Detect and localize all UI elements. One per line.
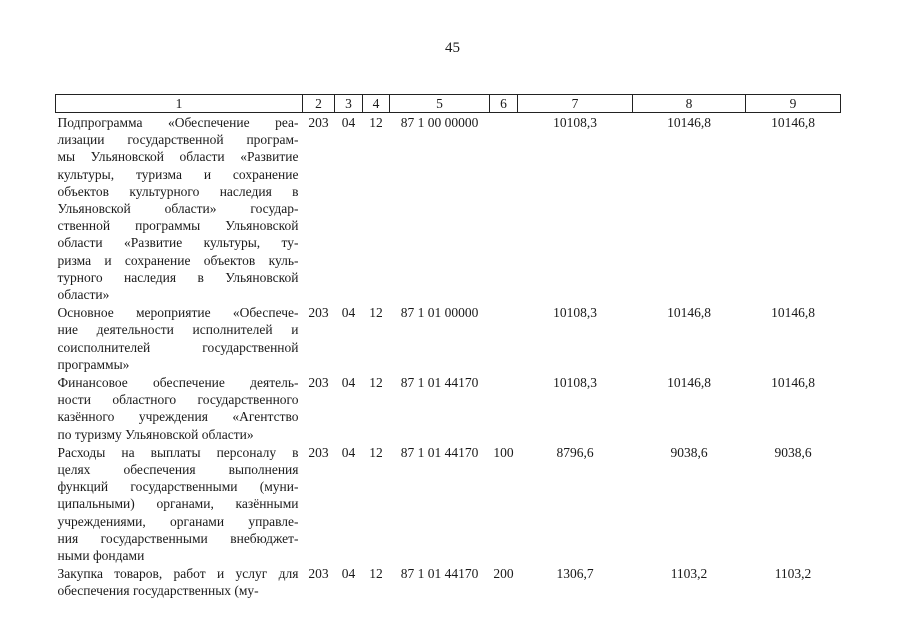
row-name — [56, 303, 303, 373]
subsection-cell: 12 — [369, 115, 383, 130]
subsection-cell: 12 — [369, 305, 383, 321]
subsection-cell: 12 — [369, 375, 383, 391]
row-name-line: ризма и сохранение объектов куль- — [57, 252, 299, 268]
row-name-line: обеспечения государственных (му- — [57, 583, 259, 599]
expense-type-cell — [490, 373, 518, 443]
column-header: 8 — [633, 95, 746, 113]
row-name-line: турного наследия в Ульяновской — [57, 269, 299, 285]
row-name-line: ния государственными внебюджет- — [57, 530, 299, 546]
table-row — [56, 373, 841, 443]
row-name-line: Закупка товаров, работ и услуг для — [57, 566, 299, 582]
expense-type-cell — [490, 113, 518, 304]
amount-cell: 10108,3 — [553, 115, 597, 130]
target-article-cell: 87 1 01 44170 — [400, 444, 479, 460]
column-header: 4 — [363, 95, 390, 113]
section-cell: 04 — [341, 566, 356, 582]
row-name — [56, 373, 303, 443]
amount-cell: 1306,7 — [556, 566, 594, 582]
target-article-cell: 87 1 00 00000 — [400, 115, 479, 130]
budget-table — [55, 94, 841, 600]
row-name-line: области «Развитие культуры, ту- — [57, 235, 299, 251]
table-row — [56, 564, 841, 599]
code-cell: 203 — [308, 305, 329, 321]
row-name-line: целях обеспечения выполнения — [57, 462, 299, 478]
target-article-cell: 87 1 01 00000 — [400, 305, 479, 321]
row-name — [56, 564, 303, 599]
amount-cell: 10146,8 — [771, 375, 815, 391]
row-name-line: области» — [57, 287, 110, 303]
row-name-line: ности областного государственного — [57, 392, 299, 408]
target-article-cell: 87 1 01 44170 — [400, 566, 479, 582]
section-cell: 04 — [341, 115, 356, 130]
expense-type-cell: 200 — [493, 566, 514, 582]
row-name-line: ными фондами — [57, 548, 145, 564]
amount-cell: 10146,8 — [667, 375, 711, 391]
amount-cell: 10108,3 — [553, 375, 597, 391]
column-header: 2 — [303, 95, 335, 113]
row-name-line: Финансовое обеспечение деятель- — [57, 375, 299, 391]
row-name-line: Подпрограмма «Обеспечение реа- — [57, 115, 299, 130]
amount-cell: 10146,8 — [667, 115, 711, 130]
target-article-cell: 87 1 01 44170 — [400, 375, 479, 391]
row-name-line: лизации государственной програм- — [57, 132, 299, 148]
row-name-line: ние деятельности исполнителей и — [57, 322, 299, 338]
code-cell: 203 — [308, 444, 329, 460]
table-row — [56, 443, 841, 564]
table-body — [56, 113, 841, 600]
expense-type-cell: 100 — [493, 444, 514, 460]
column-header: 6 — [490, 95, 518, 113]
row-name-line: казённого учреждения «Агентство — [57, 409, 299, 425]
row-name-line: Ульяновской области» государ- — [57, 201, 299, 217]
row-name-line: учреждениями, органами управле- — [57, 513, 299, 529]
amount-cell: 9038,6 — [670, 444, 708, 460]
amount-cell: 10108,3 — [553, 305, 597, 321]
amount-cell: 10146,8 — [771, 305, 815, 321]
code-cell: 203 — [308, 566, 329, 582]
section-cell: 04 — [341, 305, 356, 321]
column-header: 3 — [335, 95, 363, 113]
row-name-line: по туризму Ульяновской области» — [57, 426, 254, 442]
expense-type-cell — [490, 303, 518, 373]
row-name-line: Основное мероприятие «Обеспече- — [57, 305, 299, 321]
amount-cell: 10146,8 — [667, 305, 711, 321]
amount-cell: 9038,6 — [774, 444, 812, 460]
amount-cell: 1103,2 — [774, 566, 812, 582]
column-header: 9 — [746, 95, 841, 113]
row-name-line: соисполнителей государственной — [57, 339, 299, 355]
table-row — [56, 303, 841, 373]
row-name-line: Расходы на выплаты персоналу в — [57, 444, 299, 460]
row-name — [56, 113, 303, 304]
row-name-line: объектов культурного наследия в — [57, 183, 299, 199]
row-name-line: культуры, туризма и сохранение — [57, 166, 299, 182]
page-number: 45 — [445, 40, 460, 56]
column-header: 7 — [518, 95, 633, 113]
amount-cell: 10146,8 — [771, 115, 815, 130]
amount-cell: 8796,6 — [556, 444, 594, 460]
row-name — [56, 443, 303, 564]
row-name-line: программы» — [57, 356, 130, 372]
subsection-cell: 12 — [369, 444, 383, 460]
row-name-line: мы Ульяновской области «Развитие — [57, 149, 299, 165]
row-name-line: функций государственными (муни- — [57, 479, 299, 495]
code-cell: 203 — [308, 375, 329, 391]
column-header: 5 — [390, 95, 490, 113]
table-row — [56, 113, 841, 304]
section-cell: 04 — [341, 375, 356, 391]
code-cell: 203 — [308, 115, 329, 130]
row-name-line: ципальными) органами, казёнными — [57, 496, 299, 512]
subsection-cell: 12 — [369, 566, 383, 582]
row-name-line: ственной программы Ульяновской — [57, 218, 299, 234]
table-header-row — [56, 95, 841, 113]
column-header: 1 — [56, 95, 303, 113]
section-cell: 04 — [341, 444, 356, 460]
amount-cell: 1103,2 — [670, 566, 708, 582]
